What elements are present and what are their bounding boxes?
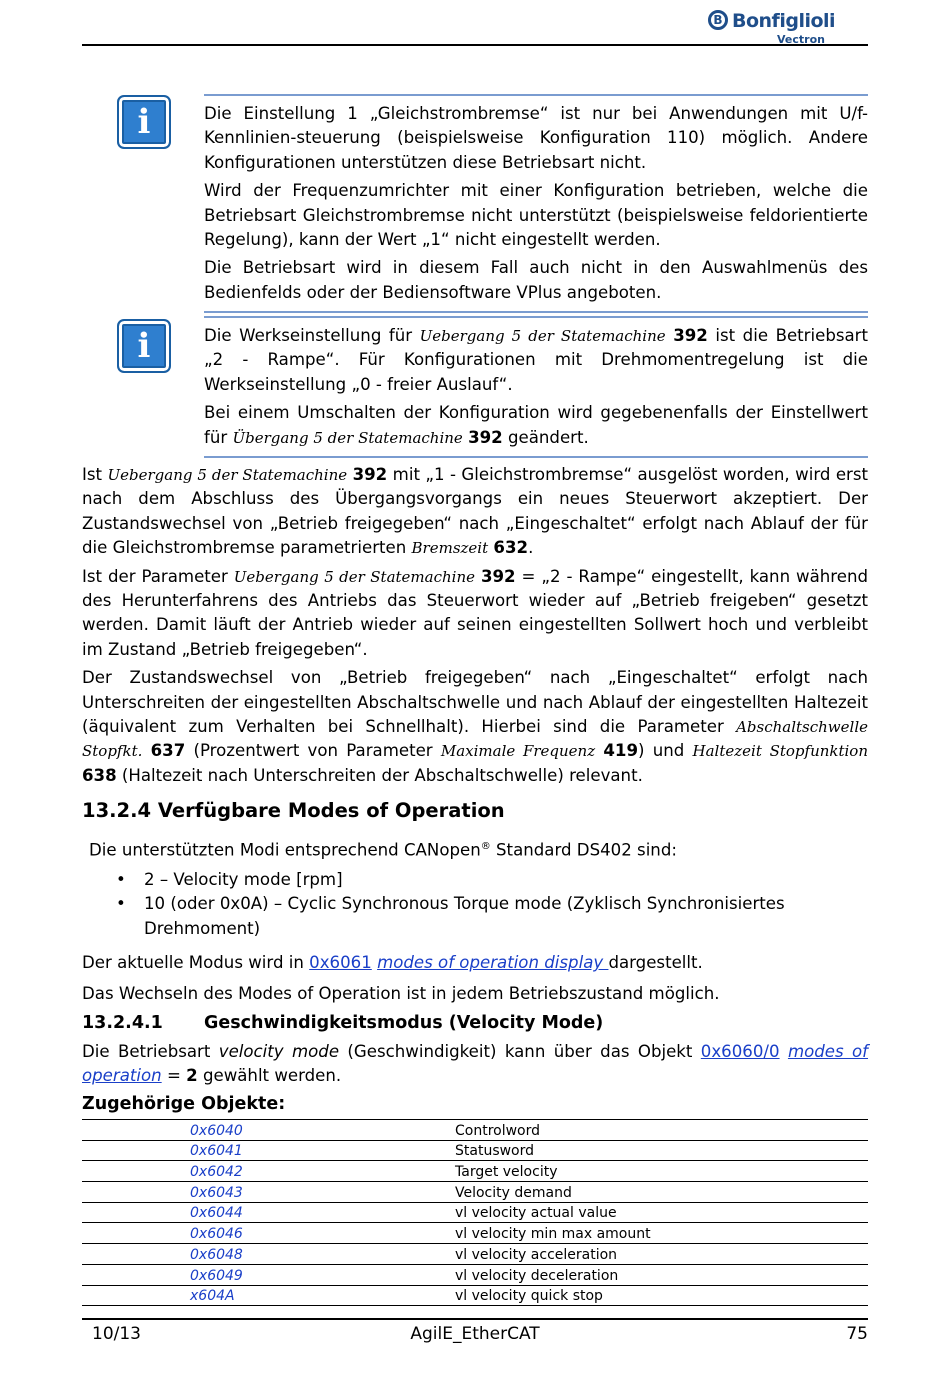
- text: = „2 - Rampe“ eingestellt, kann während des Herunterfahrens des Antriebs das Steuerwort wieder auf „Betrieb freigeben“ gesetzt werden. Damit läuft der Antrieb wieder auf seinen eingestellten Sollwert hoch und verbleibt im Zustand „Betrieb freigegeben“.: [82, 566, 869, 659]
- object-index-link[interactable]: 0x6048: [82, 1244, 455, 1265]
- parameter-number: 392: [673, 326, 708, 345]
- object-name: vl velocity min max amount: [455, 1223, 868, 1244]
- object-index-link[interactable]: 0x6042: [82, 1161, 455, 1182]
- section-intro: [82, 835, 868, 863]
- table-row: [82, 1244, 868, 1265]
- note-1-paragraph-1: Die Einstellung 1 „Gleichstrombremse“ ist nur bei Anwendungen mit U/f-Kennlinien-steuerung (beispielsweise Konfiguration 110) möglich. Andere Konfigurationen unterstützen diese Betriebsart nicht.: [204, 104, 868, 172]
- object-index-link[interactable]: 0x6041: [82, 1140, 455, 1161]
- parameter-name: Uebergang 5 der Statemachine: [419, 327, 666, 345]
- object-name: vl velocity actual value: [455, 1202, 868, 1223]
- text: Die Betriebsart: [82, 1042, 219, 1061]
- objects-heading: Zugehörige Objekte:: [82, 1094, 286, 1114]
- text: (Haltezeit nach Unterschreiten der Abschaltschwelle) relevant.: [116, 765, 643, 785]
- mode-display-paragraph: [82, 951, 868, 975]
- link-0x6061[interactable]: 0x6061: [309, 953, 372, 973]
- list-item: • 10 (oder 0x0A) – Cyclic Synchronous Torque mode (Zyklisch Synchronisiertes Drehmoment): [82, 892, 868, 941]
- note-1-text: [204, 94, 868, 313]
- page-number: 75: [846, 1324, 868, 1344]
- note-1-paragraph-2: Wird der Frequenzumrichter mit einer Konfiguration betrieben, welche die Betriebsart Gleichstrombremse nicht unterstützt (beispielsweise feldorientierte Regelung), kann der Wert „1“ nicht eingestellt werden.: [204, 181, 868, 250]
- text: Die unterstützten Modi entsprechend CANopen: [89, 840, 481, 860]
- text: ist die Betriebsart „2 - Rampe“. Für Konfigurationen mit Drehmomentregelung ist die Werkseinstellung „0 - freier Auslauf“.: [204, 326, 868, 394]
- text: geändert.: [502, 427, 589, 447]
- logo-sub: Vectron: [777, 33, 825, 46]
- text: Ist der Parameter: [82, 566, 234, 586]
- subsection-content: [82, 1040, 868, 1093]
- bonfiglioli-logo: [708, 8, 868, 48]
- object-index-link[interactable]: 0x6043: [82, 1182, 455, 1203]
- object-index-link[interactable]: 0x6046: [82, 1223, 455, 1244]
- note-2-paragraph-1: [204, 324, 868, 397]
- text: velocity mode: [218, 1042, 340, 1061]
- link-modes-of-operation-display[interactable]: modes of operation display: [377, 953, 609, 973]
- parameter-name: Haltezeit Stopfunktion: [692, 742, 869, 761]
- header-rule: [82, 44, 868, 46]
- table-row: [82, 1202, 868, 1223]
- object-index-link[interactable]: x604A: [82, 1285, 455, 1306]
- body-paragraph-3: [82, 666, 868, 788]
- text: dargestellt.: [608, 953, 703, 973]
- registered-mark: ®: [480, 841, 491, 852]
- body-paragraph-2: [82, 565, 868, 663]
- body-paragraph-1: [82, 463, 868, 561]
- footer-title: AgilE_EtherCAT: [410, 1324, 540, 1344]
- link-modes-of-operation[interactable]: modes of operation: [82, 1042, 869, 1086]
- section-heading: 13.2.4 Verfügbare Modes of Operation: [82, 799, 505, 822]
- link-0x6060-0[interactable]: 0x6060/0: [700, 1042, 780, 1061]
- mode-change-paragraph: Das Wechseln des Modes of Operation ist in jedem Betriebszustand möglich.: [82, 983, 720, 1003]
- text: (Prozentwert von Parameter: [185, 741, 441, 761]
- text: =: [161, 1066, 187, 1086]
- table-row: [82, 1264, 868, 1285]
- object-name: vl velocity acceleration: [455, 1244, 868, 1265]
- table-row: [82, 1182, 868, 1203]
- parameter-name: Abschaltschwelle Stopfkt.: [82, 718, 868, 761]
- text: .: [528, 538, 534, 558]
- parameter-number: 632: [493, 538, 529, 558]
- parameter-name: Uebergang 5 der Statemachine: [233, 567, 475, 586]
- table-row: [82, 1140, 868, 1161]
- section-content: [82, 835, 868, 1010]
- text: Der aktuelle Modus wird in: [82, 953, 310, 973]
- info-icon: i: [117, 95, 171, 149]
- object-name: vl velocity quick stop: [455, 1285, 868, 1306]
- object-name: Statusword: [455, 1140, 868, 1161]
- list-item: • 2 – Velocity mode [rpm]: [82, 868, 868, 892]
- parameter-number: 392: [480, 566, 516, 586]
- parameter-name: Bremszeit: [411, 539, 489, 558]
- text: Die Werkseinstellung für: [204, 326, 420, 345]
- text: gewählt werden.: [197, 1066, 342, 1086]
- text: Der Zustandswechsel von „Betrieb freigegeben“ nach „Eingeschaltet“ erfolgt nach Unterschreiten der eingestellten Abschaltschwelle und nach Ablauf der eingestellten Haltezeit (äquivalent zum Verhalten bei Schnellhalt). Hierbei sind die Parameter: [82, 668, 868, 737]
- object-name: Target velocity: [455, 1161, 868, 1182]
- subsection-number: 13.2.4.1: [82, 1013, 163, 1033]
- object-index-link[interactable]: 0x6044: [82, 1202, 455, 1223]
- object-index-link[interactable]: 0x6049: [82, 1264, 455, 1285]
- parameter-number: 419: [603, 741, 639, 761]
- object-name: Velocity demand: [455, 1182, 868, 1203]
- info-icon: i: [117, 319, 171, 373]
- parameter-name: Maximale Frequenz: [440, 742, 596, 761]
- object-name: vl velocity deceleration: [455, 1264, 868, 1285]
- object-name: Controlword: [455, 1120, 868, 1141]
- footer-date: 10/13: [92, 1324, 141, 1344]
- text: Standard DS402 sind:: [490, 840, 677, 860]
- text: Ist: [82, 465, 108, 484]
- subsection-heading: [82, 1013, 603, 1033]
- note-2-text: [204, 316, 868, 458]
- velocity-mode-paragraph: [82, 1040, 868, 1089]
- modes-list: [82, 868, 868, 941]
- body-text: [82, 463, 868, 792]
- footer-rule: [82, 1318, 868, 1320]
- parameter-number: 638: [82, 765, 117, 785]
- text: [780, 1042, 788, 1061]
- logo-mark-icon: B: [708, 10, 728, 30]
- parameter-number: 637: [150, 741, 186, 761]
- parameter-number: 392: [468, 427, 503, 447]
- table-row: [82, 1223, 868, 1244]
- text: ) und: [638, 741, 693, 761]
- parameter-name: Uebergang 5 der Statemachine: [107, 466, 348, 484]
- text: Bei einem Umschalten der Konfiguration wird gegebenenfalls der Einstellwert für: [204, 403, 868, 447]
- text: (Geschwindigkeit) kann über das Objekt: [339, 1042, 701, 1061]
- table-row: [82, 1120, 868, 1141]
- text: mit „1 - Gleichstrombremse“ ausgelöst worden, wird erst nach dem Abschluss des Übergangsvorgangs ein neues Steuerwort akzeptiert. Der Zustandswechsel von „Betrieb freigegeben“ nach „Eingeschaltet“ erfolgt nach Ablauf der für die Gleichstrombremse parametrierten: [82, 465, 868, 558]
- objects-table: [82, 1119, 868, 1306]
- table-row: [82, 1161, 868, 1182]
- object-index-link[interactable]: 0x6040: [82, 1120, 455, 1141]
- note-1-paragraph-3: Die Betriebsart wird in diesem Fall auch nicht in den Auswahlmenüs des Bedienfelds oder der Bediensoftware VPlus angeboten.: [204, 258, 868, 302]
- subsection-title: Geschwindigkeitsmodus (Velocity Mode): [204, 1013, 604, 1033]
- parameter-name: Übergang 5 der Statemachine: [232, 428, 463, 447]
- value: 2: [186, 1066, 198, 1086]
- note-2-paragraph-2: [204, 401, 868, 450]
- table-row: [82, 1285, 868, 1306]
- logo-name: Bonfiglioli: [732, 10, 836, 32]
- parameter-number: 392: [352, 465, 388, 484]
